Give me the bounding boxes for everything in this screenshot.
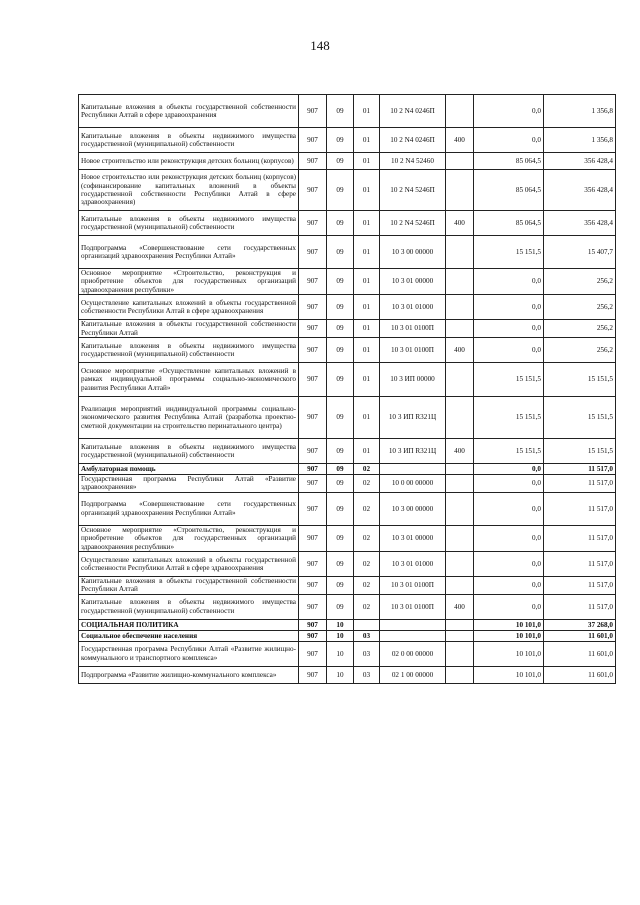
- row-subsection-code: 01: [354, 320, 380, 338]
- table-row: [79, 525, 616, 551]
- row-grbs-code: 907: [299, 269, 327, 295]
- row-name: Капитальные вложения в объекты государственной собственности Республики Алтай: [79, 320, 299, 338]
- table-row: [79, 475, 616, 493]
- row-amount-2: 356 428,4: [544, 170, 616, 211]
- row-amount-2: 256,2: [544, 320, 616, 338]
- row-grbs-code: 907: [299, 295, 327, 320]
- row-amount-1: 15 151,5: [474, 363, 544, 397]
- row-name: Новое строительство или реконструкция детских больниц (корпусов) (софинансирование капитальных вложений в объекты государственной собственности Республики Алтай в сфере здравоохранения): [79, 170, 299, 211]
- table-row: [79, 552, 616, 577]
- row-section-code: 10: [327, 641, 354, 666]
- row-expense-type: [446, 170, 474, 211]
- row-grbs-code: 907: [299, 577, 327, 595]
- row-section-code: 09: [327, 577, 354, 595]
- row-name: Капитальные вложения в объекты государственной собственности Республики Алтай: [79, 577, 299, 595]
- row-target-article: 10 3 01 0100П: [380, 338, 446, 363]
- row-grbs-code: 907: [299, 492, 327, 525]
- table-row: [79, 236, 616, 269]
- row-section-code: 09: [327, 397, 354, 439]
- row-section-code: 09: [327, 492, 354, 525]
- row-amount-2: 11 517,0: [544, 525, 616, 551]
- row-grbs-code: 907: [299, 619, 327, 630]
- row-name: Основное мероприятие «Осуществление капитальных вложений в рамках индивидуальной программы социально-экономического развития Республики Алтай»: [79, 363, 299, 397]
- table-row: [79, 594, 616, 619]
- row-section-code: 09: [327, 338, 354, 363]
- row-grbs-code: 907: [299, 594, 327, 619]
- table-row: [79, 170, 616, 211]
- row-section-code: 09: [327, 464, 354, 475]
- row-expense-type: [446, 397, 474, 439]
- row-subsection-code: 01: [354, 95, 380, 128]
- row-expense-type: [446, 577, 474, 595]
- row-name: Новое строительство или реконструкция детских больниц (корпусов): [79, 153, 299, 170]
- row-grbs-code: 907: [299, 552, 327, 577]
- row-amount-2: 15 151,5: [544, 397, 616, 439]
- row-subsection-code: 01: [354, 363, 380, 397]
- row-section-code: 10: [327, 619, 354, 630]
- row-amount-1: 85 064,5: [474, 211, 544, 236]
- row-amount-1: 0,0: [474, 577, 544, 595]
- row-amount-2: 256,2: [544, 295, 616, 320]
- row-expense-type: [446, 363, 474, 397]
- row-expense-type: [446, 320, 474, 338]
- row-target-article: 10 3 01 00000: [380, 269, 446, 295]
- row-amount-2: 356 428,4: [544, 153, 616, 170]
- row-expense-type: [446, 525, 474, 551]
- row-expense-type: 400: [446, 439, 474, 464]
- table-row: [79, 211, 616, 236]
- row-name: Основное мероприятие «Строительство, реконструкция и приобретение объектов для государственных организаций здравоохранения республики»: [79, 525, 299, 551]
- row-amount-1: 10 101,0: [474, 619, 544, 630]
- row-expense-type: [446, 552, 474, 577]
- row-expense-type: [446, 236, 474, 269]
- row-name: Подпрограмма «Совершенствование сети государственных организаций здравоохранения Республики Алтай»: [79, 236, 299, 269]
- row-amount-1: 15 151,5: [474, 439, 544, 464]
- row-amount-2: 11 517,0: [544, 492, 616, 525]
- row-amount-1: 85 064,5: [474, 170, 544, 211]
- row-grbs-code: 907: [299, 630, 327, 641]
- row-grbs-code: 907: [299, 338, 327, 363]
- row-expense-type: [446, 619, 474, 630]
- row-amount-1: 10 101,0: [474, 641, 544, 666]
- row-name: Капитальные вложения в объекты недвижимого имущества государственной (муниципальной) собственности: [79, 594, 299, 619]
- table-row: [79, 630, 616, 641]
- row-name: Осуществление капитальных вложений в объекты государственной собственности Республики Алтай в сфере здравоохранения: [79, 295, 299, 320]
- row-amount-1: 0,0: [474, 552, 544, 577]
- row-amount-2: 1 356,8: [544, 95, 616, 128]
- row-amount-1: 0,0: [474, 320, 544, 338]
- row-amount-2: 15 151,5: [544, 363, 616, 397]
- row-target-article: 10 3 01 0100П: [380, 320, 446, 338]
- row-amount-2: 356 428,4: [544, 211, 616, 236]
- row-subsection-code: 01: [354, 338, 380, 363]
- row-name: Подпрограмма «Развитие жилищно-коммунального комплекса»: [79, 666, 299, 683]
- row-expense-type: 400: [446, 594, 474, 619]
- row-expense-type: [446, 492, 474, 525]
- row-amount-1: 0,0: [474, 475, 544, 493]
- row-target-article: 10 0 00 00000: [380, 475, 446, 493]
- row-amount-2: 11 601,0: [544, 666, 616, 683]
- row-section-code: 09: [327, 295, 354, 320]
- row-subsection-code: 01: [354, 439, 380, 464]
- table-row: [79, 128, 616, 153]
- row-expense-type: 400: [446, 128, 474, 153]
- row-target-article: [380, 464, 446, 475]
- row-section-code: 09: [327, 153, 354, 170]
- row-section-code: 09: [327, 269, 354, 295]
- row-section-code: 09: [327, 236, 354, 269]
- table-row: [79, 464, 616, 475]
- table-row: [79, 397, 616, 439]
- table-row: [79, 338, 616, 363]
- row-expense-type: [446, 666, 474, 683]
- row-expense-type: 400: [446, 211, 474, 236]
- row-name: Основное мероприятие «Строительство, реконструкция и приобретение объектов для государственных организаций здравоохранения республики»: [79, 269, 299, 295]
- row-name: Капитальные вложения в объекты недвижимого имущества государственной (муниципальной) собственности: [79, 211, 299, 236]
- row-section-code: 09: [327, 525, 354, 551]
- row-amount-2: 11 601,0: [544, 630, 616, 641]
- row-target-article: 02 0 00 00000: [380, 641, 446, 666]
- row-subsection-code: 03: [354, 630, 380, 641]
- row-subsection-code: 02: [354, 525, 380, 551]
- row-section-code: 09: [327, 552, 354, 577]
- row-subsection-code: 01: [354, 236, 380, 269]
- row-section-code: 09: [327, 211, 354, 236]
- row-grbs-code: 907: [299, 236, 327, 269]
- row-section-code: 09: [327, 439, 354, 464]
- table-row: [79, 295, 616, 320]
- row-target-article: [380, 630, 446, 641]
- row-target-article: 10 3 00 00000: [380, 236, 446, 269]
- row-name: Амбулаторная помощь: [79, 464, 299, 475]
- row-target-article: 02 1 00 00000: [380, 666, 446, 683]
- row-amount-2: 15 407,7: [544, 236, 616, 269]
- page-number: 148: [310, 38, 330, 53]
- row-target-article: [380, 619, 446, 630]
- row-subsection-code: 03: [354, 666, 380, 683]
- row-amount-1: 0,0: [474, 492, 544, 525]
- row-target-article: 10 3 01 01000: [380, 295, 446, 320]
- row-section-code: 09: [327, 594, 354, 619]
- row-section-code: 10: [327, 630, 354, 641]
- table-row: [79, 577, 616, 595]
- budget-table-body: [79, 95, 616, 684]
- row-name: Социальное обеспечение населения: [79, 630, 299, 641]
- row-target-article: 10 3 ИП 00000: [380, 363, 446, 397]
- row-grbs-code: 907: [299, 397, 327, 439]
- row-amount-1: 10 101,0: [474, 666, 544, 683]
- row-amount-2: 11 517,0: [544, 594, 616, 619]
- table-row: [79, 439, 616, 464]
- row-target-article: 10 3 01 01000: [380, 552, 446, 577]
- row-amount-1: 15 151,5: [474, 397, 544, 439]
- row-amount-1: 0,0: [474, 464, 544, 475]
- row-grbs-code: 907: [299, 464, 327, 475]
- row-grbs-code: 907: [299, 363, 327, 397]
- row-target-article: 10 3 ИП R321Ц: [380, 439, 446, 464]
- row-name: Осуществление капитальных вложений в объекты государственной собственности Республики Алтай в сфере здравоохранения: [79, 552, 299, 577]
- row-amount-1: 0,0: [474, 594, 544, 619]
- table-row: [79, 363, 616, 397]
- row-name: Капитальные вложения в объекты недвижимого имущества государственной (муниципальной) собственности: [79, 439, 299, 464]
- row-subsection-code: 02: [354, 552, 380, 577]
- row-expense-type: [446, 95, 474, 128]
- row-subsection-code: 01: [354, 397, 380, 439]
- row-grbs-code: 907: [299, 641, 327, 666]
- row-target-article: 10 2 N4 5246П: [380, 211, 446, 236]
- row-amount-1: 85 064,5: [474, 153, 544, 170]
- row-amount-2: 11 517,0: [544, 552, 616, 577]
- row-target-article: 10 2 N4 5246П: [380, 170, 446, 211]
- row-amount-2: 11 517,0: [544, 577, 616, 595]
- row-amount-1: 10 101,0: [474, 630, 544, 641]
- row-target-article: 10 3 01 00000: [380, 525, 446, 551]
- row-section-code: 09: [327, 170, 354, 211]
- row-section-code: 09: [327, 95, 354, 128]
- table-row: [79, 153, 616, 170]
- row-target-article: 10 3 01 0100П: [380, 594, 446, 619]
- row-name: Капитальные вложения в объекты недвижимого имущества государственной (муниципальной) собственности: [79, 338, 299, 363]
- row-subsection-code: 01: [354, 269, 380, 295]
- table-row: [79, 619, 616, 630]
- row-expense-type: [446, 464, 474, 475]
- row-name: Капитальные вложения в объекты государственной собственности Республики Алтай в сфере здравоохранения: [79, 95, 299, 128]
- row-subsection-code: 03: [354, 641, 380, 666]
- row-section-code: 09: [327, 475, 354, 493]
- row-grbs-code: 907: [299, 475, 327, 493]
- row-grbs-code: 907: [299, 320, 327, 338]
- row-grbs-code: 907: [299, 439, 327, 464]
- table-row: [79, 666, 616, 683]
- row-grbs-code: 907: [299, 666, 327, 683]
- row-subsection-code: 01: [354, 170, 380, 211]
- row-section-code: 09: [327, 128, 354, 153]
- row-subsection-code: 02: [354, 464, 380, 475]
- row-amount-1: 0,0: [474, 525, 544, 551]
- row-name: Подпрограмма «Совершенствование сети государственных организаций здравоохранения Республики Алтай»: [79, 492, 299, 525]
- row-amount-2: 256,2: [544, 269, 616, 295]
- row-amount-2: 37 268,0: [544, 619, 616, 630]
- row-expense-type: [446, 269, 474, 295]
- row-amount-1: 0,0: [474, 338, 544, 363]
- row-amount-2: 11 517,0: [544, 475, 616, 493]
- row-target-article: 10 2 N4 52460: [380, 153, 446, 170]
- row-expense-type: [446, 295, 474, 320]
- row-amount-1: 15 151,5: [474, 236, 544, 269]
- row-section-code: 09: [327, 363, 354, 397]
- row-target-article: 10 2 N4 0246П: [380, 95, 446, 128]
- row-amount-1: 0,0: [474, 269, 544, 295]
- row-amount-1: 0,0: [474, 95, 544, 128]
- row-grbs-code: 907: [299, 128, 327, 153]
- row-amount-2: 15 151,5: [544, 439, 616, 464]
- row-amount-2: 11 517,0: [544, 464, 616, 475]
- row-grbs-code: 907: [299, 211, 327, 236]
- table-row: [79, 320, 616, 338]
- row-grbs-code: 907: [299, 95, 327, 128]
- row-name: СОЦИАЛЬНАЯ ПОЛИТИКА: [79, 619, 299, 630]
- row-name: Реализация мероприятий индивидуальной программы социально-экономического развития Республика Алтай (разработка проектно-сметной документации на строительство перинатального центра): [79, 397, 299, 439]
- row-grbs-code: 907: [299, 525, 327, 551]
- row-grbs-code: 907: [299, 153, 327, 170]
- row-subsection-code: 01: [354, 128, 380, 153]
- row-amount-2: 256,2: [544, 338, 616, 363]
- row-subsection-code: 02: [354, 594, 380, 619]
- row-expense-type: [446, 630, 474, 641]
- row-amount-2: 1 356,8: [544, 128, 616, 153]
- row-section-code: 09: [327, 320, 354, 338]
- row-subsection-code: 02: [354, 577, 380, 595]
- row-name: Капитальные вложения в объекты недвижимого имущества государственной (муниципальной) собственности: [79, 128, 299, 153]
- row-expense-type: [446, 475, 474, 493]
- table-row: [79, 641, 616, 666]
- row-amount-2: 11 601,0: [544, 641, 616, 666]
- row-subsection-code: 02: [354, 475, 380, 493]
- row-target-article: 10 3 01 0100П: [380, 577, 446, 595]
- row-subsection-code: 02: [354, 492, 380, 525]
- row-target-article: 10 3 ИП R321Ц: [380, 397, 446, 439]
- row-section-code: 10: [327, 666, 354, 683]
- row-amount-1: 0,0: [474, 295, 544, 320]
- row-subsection-code: 01: [354, 211, 380, 236]
- table-row: [79, 269, 616, 295]
- row-grbs-code: 907: [299, 170, 327, 211]
- row-amount-1: 0,0: [474, 128, 544, 153]
- row-target-article: 10 2 N4 0246П: [380, 128, 446, 153]
- row-subsection-code: 01: [354, 153, 380, 170]
- row-subsection-code: [354, 619, 380, 630]
- row-expense-type: [446, 641, 474, 666]
- table-row: [79, 95, 616, 128]
- table-row: [79, 492, 616, 525]
- row-target-article: 10 3 00 00000: [380, 492, 446, 525]
- row-expense-type: 400: [446, 338, 474, 363]
- row-name: Государственная программа Республики Алтай «Развитие здравоохранения»: [79, 475, 299, 493]
- row-expense-type: [446, 153, 474, 170]
- budget-table: [78, 94, 616, 684]
- row-name: Государственная программа Республики Алтай «Развитие жилищно-коммунального и транспортного комплекса»: [79, 641, 299, 666]
- row-subsection-code: 01: [354, 295, 380, 320]
